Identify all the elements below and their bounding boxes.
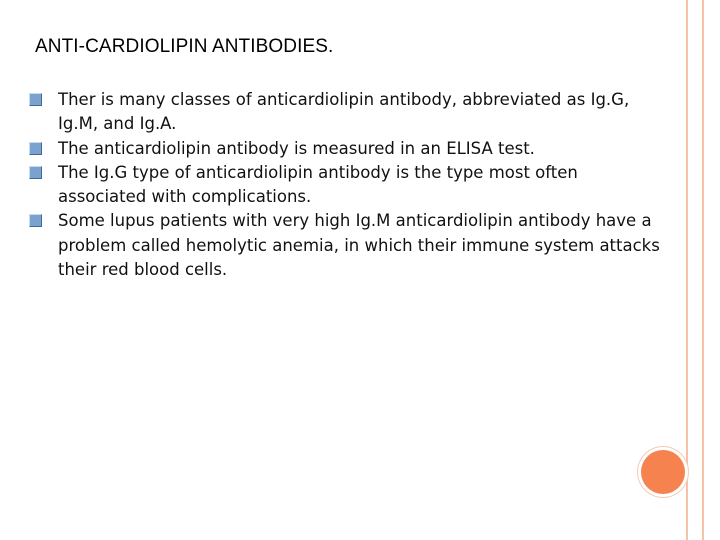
slide-title: ANTI-CARDIOLIPIN ANTIBODIES. (35, 36, 334, 57)
bullet-text: Some lupus patients with very high Ig.M anticardiolipin antibody have a problem called hemolytic anemia, in which their immune system attacks their red blood cells. (58, 211, 660, 280)
decorative-side-border (686, 0, 704, 540)
square-bullet-icon (29, 93, 42, 106)
square-bullet-icon (29, 214, 42, 227)
bullet-item (29, 209, 669, 282)
bullet-item (29, 137, 669, 161)
bullet-item (29, 161, 669, 210)
bullet-text: Ther is many classes of anticardiolipin antibody, abbreviated as Ig.G, Ig.M, and Ig.A. (58, 90, 630, 134)
square-bullet-icon (29, 166, 42, 179)
bullet-item (29, 88, 669, 137)
orange-circle-icon (641, 450, 685, 494)
bullet-list (29, 88, 669, 282)
square-bullet-icon (29, 142, 42, 155)
bullet-text: The Ig.G type of anticardiolipin antibody is the type most often associated with complications. (58, 162, 578, 207)
bullet-text: The anticardiolipin antibody is measured in an ELISA test. (58, 138, 535, 158)
